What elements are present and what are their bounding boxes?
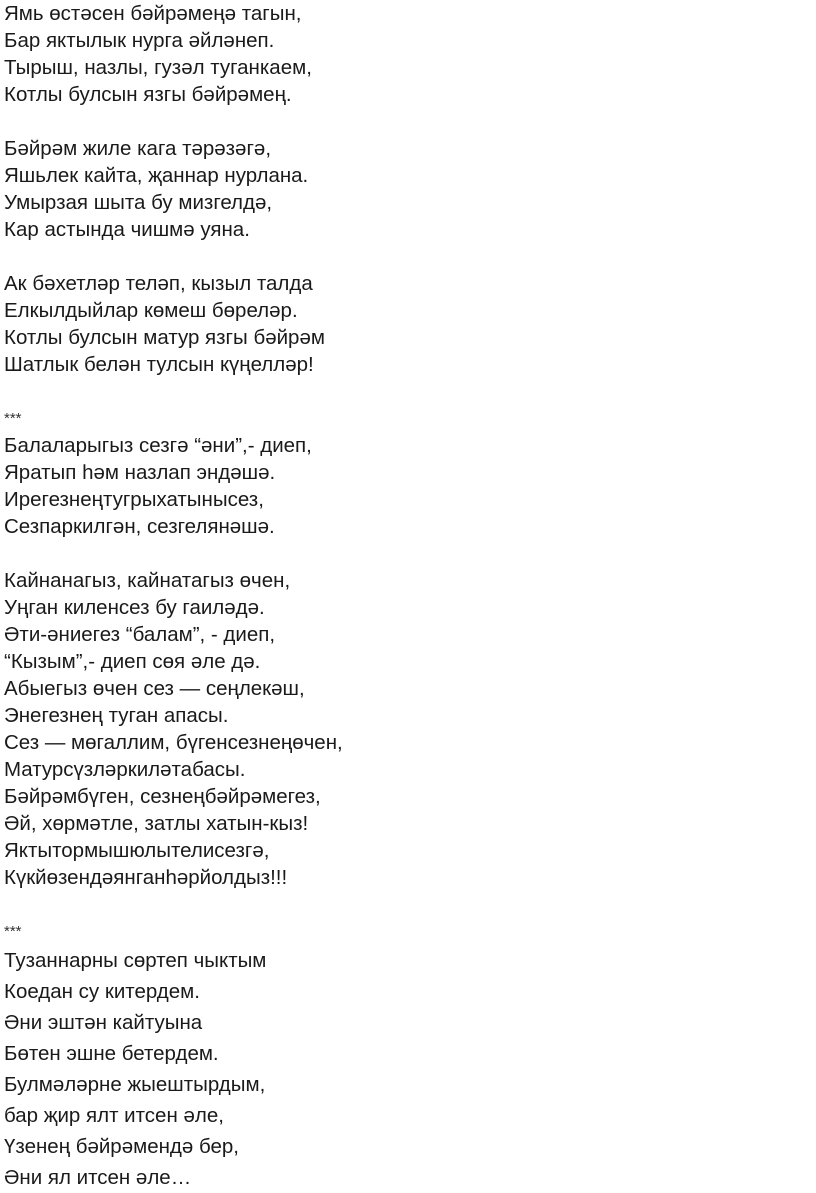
stanza-gap bbox=[4, 243, 804, 270]
poem-line: Ирегезнеңтугрыхатынысез, bbox=[4, 488, 264, 511]
poem-section-3 bbox=[4, 918, 804, 1193]
poem-line: Матурсүзләркиләтабасы. bbox=[4, 758, 246, 781]
poem-line: Бар яктылык нурга әйләнеп. bbox=[4, 29, 275, 52]
poem-line: Энегезнең туган апасы. bbox=[4, 704, 229, 727]
poem-line: “Кызым”,- диеп сөя әле дә. bbox=[4, 650, 261, 673]
poem-line: Яшьлек кайта, җаннар нурлана. bbox=[4, 164, 309, 187]
poem-line: Булмәләрне жыештырдым, bbox=[4, 1073, 266, 1096]
poem-line: Балаларыгыз сезгә “әни”,- диеп, bbox=[4, 434, 312, 457]
stanza-gap bbox=[4, 108, 804, 135]
poem-line: Кайнанагыз, кайнатагыз өчен, bbox=[4, 569, 291, 592]
poem-line: Тырыш, назлы, гузәл туганкаем, bbox=[4, 56, 312, 79]
poem-line: Ямь өстәсен бәйрәмеңә тагын, bbox=[4, 2, 302, 25]
poem-line: Котлы булсын язгы бәйрәмең. bbox=[4, 83, 292, 106]
section-separator: *** bbox=[4, 410, 22, 427]
poem-line: Үзенең бәйрәмендә бер, bbox=[4, 1135, 239, 1158]
poem-line: Бәйрәм жиле кага тәрәзәгә, bbox=[4, 137, 272, 160]
stanza bbox=[4, 0, 804, 108]
poem-line: Тузаннарны сөртеп чыктым bbox=[4, 949, 267, 972]
poem-line: Елкылдыйлар көмеш бөреләр. bbox=[4, 299, 298, 322]
poem-line: Яратып һәм назлап эндәшә. bbox=[4, 461, 276, 484]
section-gap bbox=[4, 378, 804, 405]
stanza bbox=[4, 945, 804, 1193]
poem-line: Әни ял итсен әле… bbox=[4, 1166, 192, 1189]
poem-line: Кар астында чишмә уяна. bbox=[4, 218, 250, 241]
poem-line: Әни эштән кайтуына bbox=[4, 1011, 203, 1034]
stanza bbox=[4, 270, 804, 378]
poem-line: Сез — мөгаллим, бүгенсезнеңөчен, bbox=[4, 731, 343, 754]
poem-line: Коедан су китердем. bbox=[4, 980, 200, 1003]
stanza bbox=[4, 135, 804, 243]
poem-line: Әй, хөрмәтле, затлы хатын-кыз! bbox=[4, 812, 309, 835]
poem-line: Уңган киленсез бу гаиләдә. bbox=[4, 596, 265, 619]
poem-line: Ак бәхетләр теләп, кызыл талда bbox=[4, 272, 313, 295]
section-separator: *** bbox=[4, 923, 22, 940]
poem-line: Яктытормышюлытелисезгә, bbox=[4, 839, 270, 862]
poem-line: Умырзая шыта бу мизгелдә, bbox=[4, 191, 273, 214]
poem-line: Әти-әниегез “балам”, - диеп, bbox=[4, 623, 276, 646]
poem-line: Бәйрәмбүген, сезнеңбәйрәмегез, bbox=[4, 785, 321, 808]
stanza-gap bbox=[4, 540, 804, 567]
poem-document bbox=[4, 0, 804, 1193]
poem-line: бар җир ялт итсен әле, bbox=[4, 1104, 224, 1127]
stanza bbox=[4, 432, 804, 540]
poem-line: Абыегыз өчен сез — сеңлекәш, bbox=[4, 677, 305, 700]
poem-line: Бөтен эшне бетердем. bbox=[4, 1042, 219, 1065]
poem-section-2 bbox=[4, 405, 804, 891]
poem-section-1 bbox=[4, 0, 804, 378]
stanza bbox=[4, 567, 804, 891]
poem-line: Сезпаркилгән, сезгелянәшә. bbox=[4, 515, 275, 538]
poem-line: Шатлык белән тулсын күңелләр! bbox=[4, 353, 314, 376]
section-gap bbox=[4, 891, 804, 918]
poem-line: Котлы булсын матур язгы бәйрәм bbox=[4, 326, 325, 349]
poem-line: Күкйөзендәянганһәрйолдыз!!! bbox=[4, 866, 288, 889]
